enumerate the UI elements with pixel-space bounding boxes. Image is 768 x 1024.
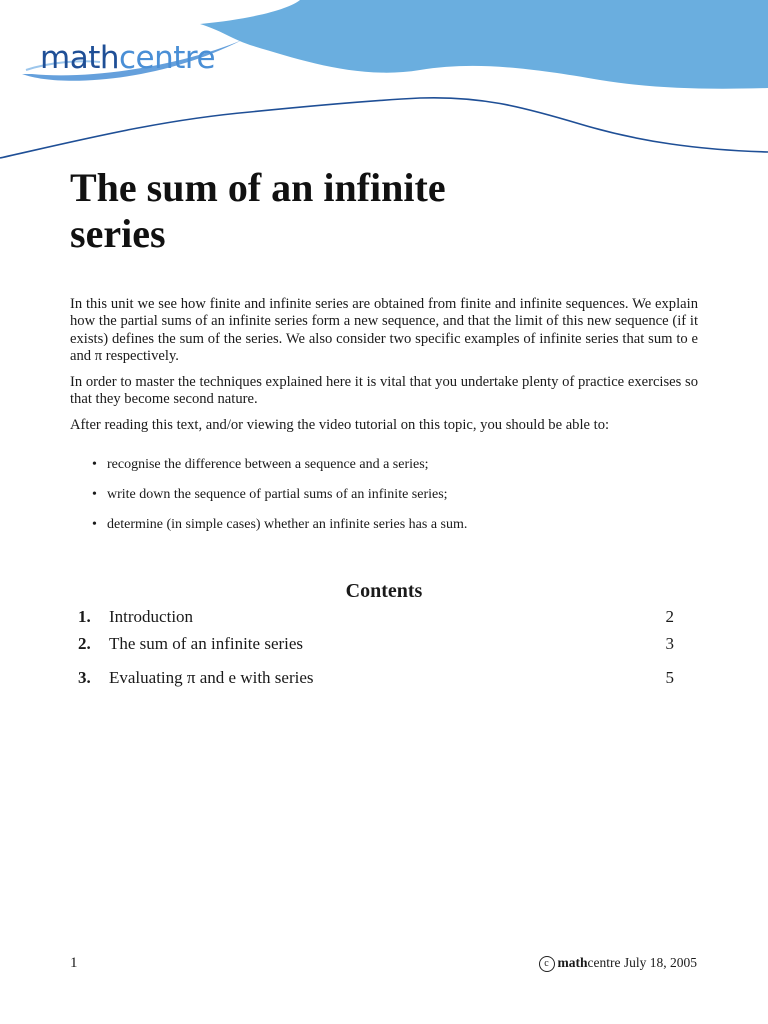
objective-item xyxy=(92,516,692,546)
mathcentre-logo xyxy=(20,30,250,90)
bullet-icon: • xyxy=(92,487,97,502)
objective-text: write down the sequence of partial sums of an infinite series; xyxy=(107,487,448,502)
bullet-icon: • xyxy=(92,517,97,532)
toc-entry-evaluating-pi-e[interactable] xyxy=(70,666,680,690)
contents-heading: Contents xyxy=(345,580,423,602)
objective-text: recognise the difference between a sequence and a series; xyxy=(107,457,429,472)
objectives-list xyxy=(92,456,692,546)
toc-entry-title: Evaluating π and e with series xyxy=(109,668,314,687)
logo-centre-text: centre xyxy=(119,40,216,76)
toc-entry-introduction[interactable] xyxy=(70,605,680,629)
bullet-icon: • xyxy=(92,457,97,472)
document-title xyxy=(70,165,710,257)
logo-math-text: math xyxy=(40,40,119,76)
toc-entry-title: The sum of an infinite series xyxy=(109,634,304,653)
toc-entry-title: Introduction xyxy=(109,607,194,626)
toc-entry-sum-of-series[interactable] xyxy=(70,632,680,656)
logo-wordmark xyxy=(40,38,215,78)
footer-date: July 18, 2005 xyxy=(623,955,697,970)
intro-paragraph-3: After reading this text, and/or viewing the video tutorial on this topic, you should be able to: xyxy=(70,417,610,433)
toc-entry-page: 3 xyxy=(665,634,674,653)
toc-entry-page: 5 xyxy=(665,668,674,687)
intro-paragraph-1: In this unit we see how finite and infinite series are obtained from finite and infinite sequences. We explain how the partial sums of an infinite series form a new sequence, and that the limit of this new sequence (if it exists) defines the sum of the series. We also consider two specific examples of infinite series that sum to e and π respectively. xyxy=(70,296,698,365)
objective-text: determine (in simple cases) whether an infinite series has a sum. xyxy=(107,517,468,532)
document-title-line-1: The sum of an infinite xyxy=(70,165,446,210)
objective-item xyxy=(92,456,692,486)
copyright-icon: c xyxy=(539,956,555,972)
toc-entry-number: 2. xyxy=(78,634,91,653)
objective-item xyxy=(92,486,692,516)
header-wave-blue xyxy=(200,0,768,89)
toc-entry-page: 2 xyxy=(665,607,674,626)
footer-page-number: 1 xyxy=(70,955,78,971)
footer-copyright xyxy=(539,953,698,973)
toc-entry-number: 3. xyxy=(78,668,91,687)
footer-brand-centre: centre xyxy=(587,955,621,970)
document-title-line-2: series xyxy=(70,211,166,256)
toc-entry-number: 1. xyxy=(78,607,91,626)
intro-paragraph-2: In order to master the techniques explained here it is vital that you undertake plenty of practice exercises so that they become second nature. xyxy=(70,374,698,408)
footer-brand-math: math xyxy=(557,955,588,970)
header-wave-line xyxy=(0,98,768,158)
